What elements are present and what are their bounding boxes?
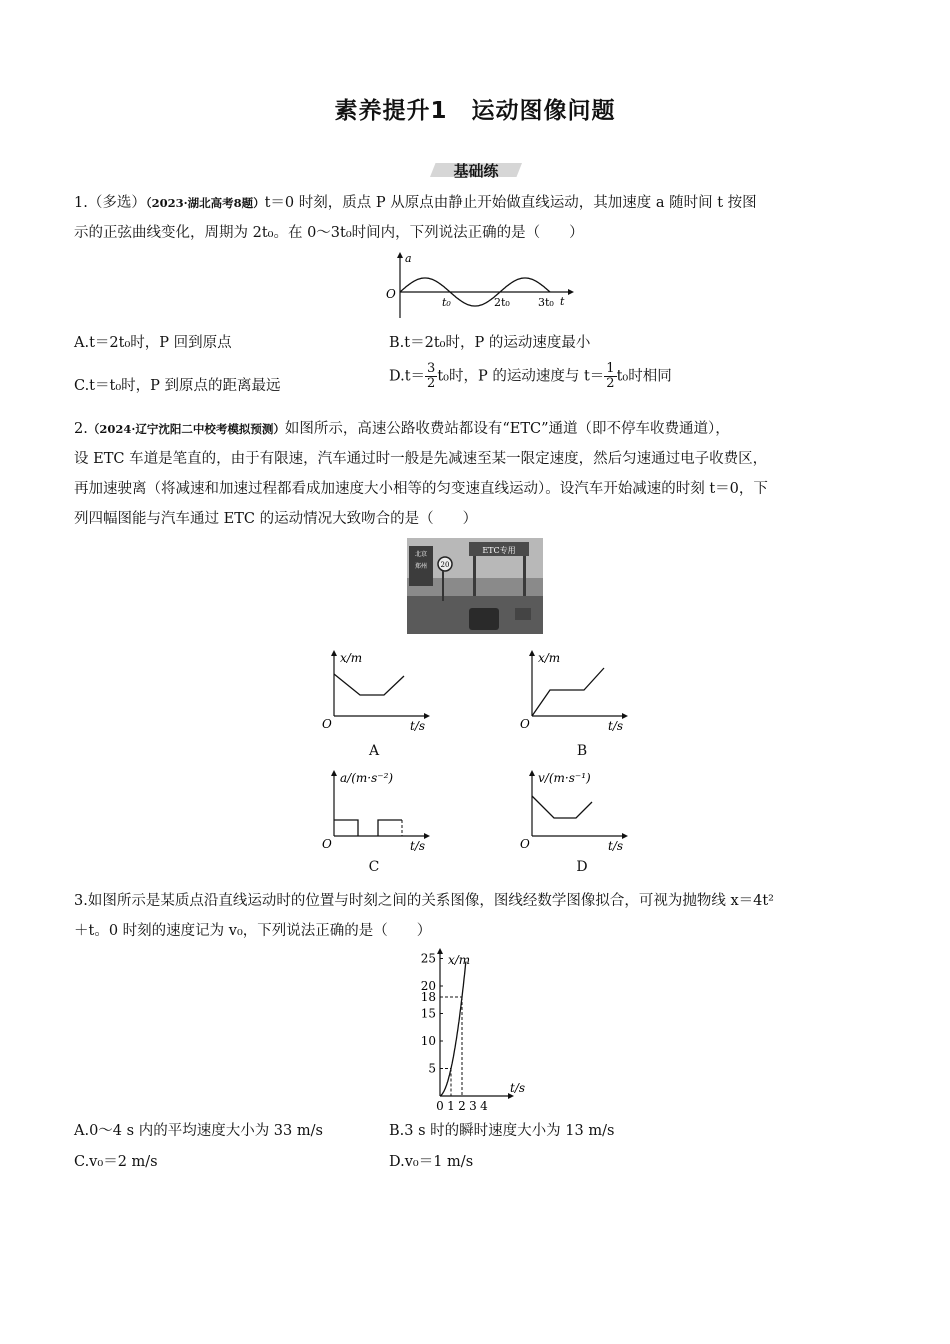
section-label: 基础练 bbox=[453, 162, 499, 180]
photo-car bbox=[469, 608, 499, 630]
q3-ytick-5: 5 bbox=[428, 1061, 436, 1076]
q1-option-b: B.t＝2t₀时，P 的运动速度最小 bbox=[389, 335, 591, 351]
q3-xtick-3: 3 bbox=[469, 1099, 477, 1113]
photo-pillar-left bbox=[473, 556, 476, 596]
graph-b-caption: B bbox=[576, 743, 588, 759]
q3-xlabel: t/s bbox=[510, 1081, 526, 1095]
q2-line4: 列四幅图能与汽车通过 ETC 的运动情况大致吻合的是（ ） bbox=[74, 511, 478, 527]
graph-d-origin: O bbox=[520, 837, 530, 851]
graph-a-xlabel: t/s bbox=[410, 719, 426, 733]
q1-line2: 示的正弦曲线变化，周期为 2t₀。在 0～3t₀时间内，下列说法正确的是（ ） bbox=[74, 225, 584, 241]
graph-c-pulse-1 bbox=[334, 820, 358, 836]
q3-option-c: C.v₀＝2 m/s bbox=[74, 1154, 158, 1170]
q1-line1 bbox=[74, 193, 757, 213]
q3-xtick-1: 1 bbox=[447, 1099, 455, 1113]
q1-stem-1: t＝0 时刻，质点 P 从原点由静止开始做直线运动，其加速度 a 随时间 t 按图 bbox=[264, 195, 757, 211]
q1-option-a: A.t＝2t₀时，P 回到原点 bbox=[74, 335, 232, 351]
q2-graph-b bbox=[518, 648, 638, 736]
q2-source: （2024·辽宁沈阳二中校考模拟预测） bbox=[87, 422, 285, 436]
q3-x-arrow bbox=[437, 948, 443, 954]
q2-line3: 再加速驶离（将减速和加速过程都看成加速度大小相等的匀变速直线运动）。设汽车开始减速的时刻 t＝0，下 bbox=[74, 481, 768, 497]
graph-b-curve bbox=[532, 668, 604, 716]
q1-t-arrow bbox=[568, 289, 574, 295]
graph-a-x-arrow bbox=[331, 650, 337, 656]
graph-d-curve bbox=[532, 796, 592, 818]
q3-option-d: D.v₀＝1 m/s bbox=[389, 1154, 474, 1170]
q2-graph-a bbox=[320, 648, 440, 736]
q3-xtick-2: 2 bbox=[458, 1099, 466, 1113]
q2-stem-1: 如图所示，高速公路收费站都设有“ETC”通道（即不停车收费通道）， bbox=[284, 421, 730, 437]
photo-car-2 bbox=[515, 608, 531, 620]
frac2-den: 2 bbox=[606, 376, 615, 391]
q3-ytick-18: 18 bbox=[420, 990, 436, 1004]
graph-b-x-arrow bbox=[529, 650, 535, 656]
q1-option-d-pre: D.t＝ bbox=[389, 368, 426, 385]
frac2-num: 1 bbox=[606, 361, 615, 376]
graph-d-caption: D bbox=[576, 859, 588, 875]
photo-speed-limit: 20 bbox=[440, 561, 450, 569]
graph-a-caption: A bbox=[368, 743, 380, 759]
q2-graph-d bbox=[518, 768, 638, 856]
q2-graph-c bbox=[320, 768, 440, 856]
q1-source: （2023·湖北高考8题） bbox=[145, 196, 265, 210]
q3-ytick-20: 20 bbox=[420, 979, 436, 993]
q3-xtick-4: 4 bbox=[480, 1099, 488, 1113]
q3-xt-graph bbox=[410, 946, 540, 1114]
q1-tick-t0: t₀ bbox=[442, 296, 451, 309]
frac1-den: 2 bbox=[427, 376, 436, 391]
q1-number: 1.（多选） bbox=[74, 195, 146, 211]
graph-a-curve bbox=[334, 674, 404, 695]
graph-c-caption: C bbox=[368, 859, 380, 875]
q1-axis-t-label: t bbox=[560, 295, 565, 308]
q1-sine-graph bbox=[380, 252, 580, 322]
photo-dir1: 北京 bbox=[414, 551, 428, 558]
q3-xtick-0: 0 bbox=[436, 1099, 444, 1113]
q1-tick-2t0: 2t₀ bbox=[494, 296, 510, 309]
q2-number: 2. bbox=[74, 421, 88, 437]
graph-c-ylabel: a/(m·s⁻²) bbox=[340, 771, 394, 785]
photo-sign-post bbox=[442, 571, 444, 601]
q3-ytick-15: 15 bbox=[420, 1006, 436, 1021]
q1-axis-a-label: a bbox=[405, 252, 412, 265]
q3-option-b: B.3 s 时的瞬时速度大小为 13 m/s bbox=[389, 1123, 615, 1139]
q1-option-d-post: t₀时相同 bbox=[616, 368, 672, 385]
graph-c-origin: O bbox=[322, 837, 332, 851]
q2-etc-photo bbox=[407, 538, 543, 634]
q3-ytick-10: 10 bbox=[420, 1034, 436, 1048]
q1-option-c: C.t＝t₀时，P 到原点的距离最远 bbox=[74, 378, 281, 394]
q2-line2: 设 ETC 车道是笔直的，由于有限速，汽车通过时一般是先减速至某一限定速度，然后匀速通过电子收费区， bbox=[74, 451, 768, 467]
q1-tick-3t0: 3t₀ bbox=[538, 296, 554, 309]
page-title: 素养提升1 运动图像问题 bbox=[334, 98, 616, 124]
q3-ytick-25: 25 bbox=[420, 951, 436, 966]
graph-b-ylabel: x/m bbox=[538, 651, 561, 665]
graph-a-ylabel: x/m bbox=[340, 651, 363, 665]
q1-option-d bbox=[389, 362, 672, 391]
photo-dir2: 郑州 bbox=[414, 563, 428, 570]
graph-b-origin: O bbox=[520, 717, 530, 731]
graph-c-pulse-2 bbox=[378, 820, 402, 836]
graph-d-xlabel: t/s bbox=[608, 839, 624, 853]
graph-c-xlabel: t/s bbox=[410, 839, 426, 853]
q3-option-a: A.0～4 s 内的平均速度大小为 33 m/s bbox=[74, 1123, 323, 1139]
graph-d-ylabel: v/(m·s⁻¹) bbox=[538, 771, 591, 785]
graph-b-xlabel: t/s bbox=[608, 719, 624, 733]
q1-origin: O bbox=[386, 287, 396, 301]
photo-pillar-right bbox=[523, 556, 526, 596]
q2-line1 bbox=[74, 419, 730, 439]
q1-option-d-frac2 bbox=[604, 362, 616, 391]
q1-option-d-mid: t₀时，P 的运动速度与 t＝ bbox=[437, 368, 605, 385]
graph-a-origin: O bbox=[322, 717, 332, 731]
q1-a-arrow bbox=[397, 252, 403, 258]
photo-etc-sign: ETC专用 bbox=[482, 546, 516, 555]
q3-ylabel: x/m bbox=[448, 953, 471, 967]
q1-option-d-frac1 bbox=[425, 362, 437, 391]
q3-line2: ＋t。0 时刻的速度记为 v₀，下列说法正确的是（ ） bbox=[74, 923, 432, 939]
q3-marks bbox=[421, 948, 514, 1113]
graph-d-v-arrow bbox=[529, 770, 535, 776]
frac1-num: 3 bbox=[427, 361, 436, 376]
graph-c-a-arrow bbox=[331, 770, 337, 776]
section-badge bbox=[430, 160, 522, 180]
q3-line1: 3.如图所示是某质点沿直线运动时的位置与时刻之间的关系图像，图线经数学图像拟合，可视为抛物线 x＝4t² bbox=[74, 893, 774, 909]
